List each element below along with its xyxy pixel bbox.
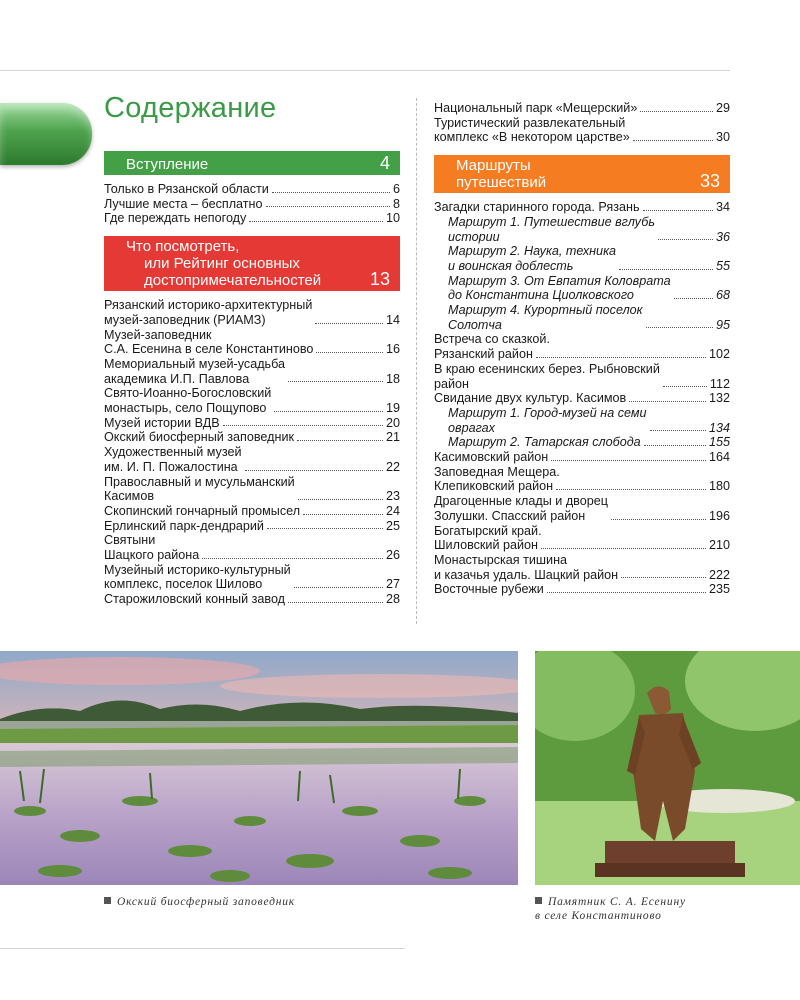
toc-page-number: 19 (385, 401, 400, 416)
leader-dots (315, 323, 383, 324)
toc-route-entry[interactable] (434, 274, 730, 303)
toc-entry-title: Музейный историко-культурный комплекс, поселок Шилово (104, 562, 291, 592)
toc-entry[interactable] (104, 197, 400, 212)
section-title: Маршруты путешествий (456, 157, 547, 192)
toc-page-number: 6 (392, 182, 400, 196)
toc-entry-title: Маршрут 1. Город-музей на семи оврагах (448, 405, 647, 435)
toc-entry-title: Маршрут 1. Путешествие вглубь истории (448, 214, 655, 244)
toc-entry[interactable] (434, 101, 730, 116)
leader-dots (556, 489, 706, 490)
toc-entry-title: Свято-Иоанно-Богословский монастырь, село Пощупово (104, 386, 272, 416)
toc-page-number: 55 (715, 258, 730, 273)
toc-page-number: 20 (385, 415, 400, 430)
section-heading-что-посмотреть[interactable] (104, 236, 400, 291)
toc-entry-title: Скопинский гончарный промысел (104, 503, 301, 518)
leader-dots (646, 327, 713, 328)
toc-route-entry[interactable] (434, 215, 730, 244)
toc-entry-title: В краю есенинских берез. Рыбновский район (434, 361, 660, 391)
leader-dots (663, 386, 707, 387)
toc-entry-title: Святыни Шацкого района (104, 533, 200, 563)
toc-page-number: 210 (708, 538, 730, 553)
toc-route-entry[interactable] (434, 435, 730, 450)
toc-page-number: 68 (715, 288, 730, 303)
leader-dots (202, 558, 383, 559)
caption-oka-reserve: Окский биосферный заповедник (104, 895, 295, 909)
toc-entry-title: Рязанский историко-архитектурный музей-заповедник (РИАМЗ) (104, 298, 313, 327)
toc-page-number: 14 (385, 312, 400, 327)
leader-dots (644, 445, 706, 446)
toc-page-number: 10 (385, 211, 400, 226)
toc-page-number: 29 (715, 101, 730, 115)
leader-dots (541, 548, 706, 549)
leader-dots (249, 221, 383, 222)
toc-page-number: 16 (385, 342, 400, 357)
bottom-rule (0, 948, 405, 949)
leader-dots (629, 401, 706, 402)
toc-entry[interactable] (104, 182, 400, 197)
toc-entry[interactable] (104, 328, 400, 357)
toc-entry-title: Заповедная Мещера. (434, 464, 560, 479)
chapter-tab-marker (0, 103, 92, 165)
leader-dots (633, 140, 713, 141)
toc-entry-title: Старожиловский конный завод (104, 592, 286, 607)
caption-bullet-icon (535, 897, 542, 904)
toc-entry[interactable] (104, 357, 400, 386)
toc-entry[interactable] (104, 504, 400, 519)
toc-page-number: 112 (709, 376, 730, 391)
toc-entry[interactable] (104, 211, 400, 226)
toc-entry[interactable] (434, 465, 730, 480)
toc-entry[interactable] (104, 563, 400, 592)
toc-page-number: 196 (708, 508, 730, 523)
toc-page-number: 180 (708, 479, 730, 494)
leader-dots (245, 470, 383, 471)
leader-dots (640, 111, 713, 112)
leader-dots (621, 577, 706, 578)
toc-entry-title: Клепиковский район (434, 479, 554, 494)
section-heading-маршруты[interactable] (434, 155, 730, 193)
toc-entry-title: Ерлинский парк-дендрарий (104, 518, 264, 533)
toc-route-entry[interactable] (434, 303, 730, 332)
toc-entry-title: Мемориальный музей-усадьба академика И.П. Павлова (104, 356, 286, 386)
toc-entry-title: Окский биосферный заповедник (104, 430, 295, 445)
toc-entry[interactable] (434, 553, 730, 582)
toc-page-number: 235 (708, 582, 730, 597)
toc-entry-title: Маршрут 4. Курортный поселок Солотча (448, 303, 643, 332)
toc-entry[interactable] (104, 592, 400, 607)
toc-entry[interactable] (104, 430, 400, 445)
leader-dots (650, 430, 706, 431)
top-rule (0, 70, 730, 71)
toc-page-number: 132 (708, 391, 730, 406)
photo-oka-reserve (0, 651, 518, 885)
toc-entry[interactable] (434, 347, 730, 362)
toc-entry-title: Свидание двух культур. Касимов (434, 391, 627, 406)
toc-entry[interactable] (104, 533, 400, 562)
toc-entry-title: Загадки старинного города. Рязань (434, 200, 640, 215)
leader-dots (274, 411, 383, 412)
toc-entry[interactable] (104, 416, 400, 431)
toc-entry[interactable] (104, 475, 400, 504)
toc-route-entry[interactable] (434, 406, 730, 435)
photo-yesenin-monument (535, 651, 800, 885)
toc-entry-title: Богатырский край. (434, 523, 542, 538)
toc-entry-title: Музей истории ВДВ (104, 415, 220, 430)
toc-entry-title: Художественный музей им. И. П. Пожалостина (104, 445, 242, 474)
toc-entry-title: Национальный парк «Мещерский» (434, 101, 638, 115)
toc-page-number: 102 (708, 347, 730, 362)
toc-entry-title: Встреча со сказкой. (434, 332, 550, 347)
toc-entry[interactable] (434, 479, 730, 494)
toc-entry[interactable] (104, 445, 400, 474)
toc-entry-title: Где переждать непогоду (104, 211, 247, 226)
toc-entry[interactable] (434, 524, 730, 539)
toc-page-number: 26 (385, 548, 400, 563)
column-divider (416, 98, 417, 624)
toc-page-number: 27 (385, 577, 400, 592)
leader-dots (611, 519, 706, 520)
toc-entry-title: Монастырская тишина и казачья удаль. Шацкий район (434, 552, 619, 582)
toc-route-entry[interactable] (434, 244, 730, 273)
toc-page-number: 18 (385, 371, 400, 386)
leader-dots (551, 460, 706, 461)
page-title: Содержание (104, 92, 277, 124)
toc-page-number: 8 (392, 196, 400, 211)
leader-dots (547, 592, 706, 593)
leader-dots (272, 192, 390, 193)
toc-entry[interactable] (434, 391, 730, 406)
toc-page-number: 22 (385, 459, 400, 474)
toc-page-number: 134 (708, 420, 730, 435)
leader-dots (288, 602, 383, 603)
section-page-number: 33 (699, 171, 720, 192)
leader-dots (536, 357, 706, 358)
toc-entry-title: Восточные рубежи (434, 582, 544, 597)
leader-dots (316, 352, 383, 353)
section-title: Что посмотреть, или Рейтинг основных достопримечательностей (126, 238, 322, 290)
toc-entry[interactable] (434, 494, 730, 523)
toc-entry-title: Лучшие места – бесплатно (104, 196, 263, 211)
toc-entry[interactable] (434, 200, 730, 215)
toc-page-number: 164 (708, 450, 730, 465)
leader-dots (658, 239, 713, 240)
leader-dots (298, 499, 383, 500)
caption-bullet-icon (104, 897, 111, 904)
toc-page-number: 36 (715, 229, 730, 244)
section-page-number: 4 (379, 153, 390, 173)
toc-page-number: 155 (708, 435, 730, 450)
toc-page-number: 34 (715, 200, 730, 215)
toc-entry[interactable] (434, 582, 730, 597)
toc-entry-title: Туристический развлекательный комплекс «В некотором царстве» (434, 115, 630, 145)
leader-dots (619, 269, 713, 270)
toc-entry-title: Музей-заповедник С.А. Есенина в селе Константиново (104, 327, 314, 357)
toc-page-number: 23 (385, 489, 400, 504)
toc-entry[interactable] (434, 538, 730, 553)
leader-dots (674, 298, 713, 299)
toc-entry-title: Маршрут 3. От Евпатия Коловрата до Константина Циолковского (448, 273, 671, 303)
toc-page-number: 25 (385, 518, 400, 533)
toc-entry-title: Драгоценные клады и дворец Золушки. Спасский район (434, 494, 608, 523)
toc-page-number: 24 (385, 503, 400, 518)
toc-entry-title: Рязанский район (434, 347, 533, 362)
toc-entry[interactable] (434, 116, 730, 145)
toc-left-column (104, 151, 400, 607)
toc-entry-title: Маршрут 2. Наука, техника и воинская доблесть (448, 244, 617, 273)
toc-entry[interactable] (434, 450, 730, 465)
leader-dots (223, 425, 383, 426)
toc-page-number: 30 (715, 130, 730, 145)
toc-entry[interactable] (104, 386, 400, 415)
toc-entry[interactable] (434, 362, 730, 391)
leader-dots (267, 528, 383, 529)
toc-entry-title: Шиловский район (434, 538, 538, 553)
leader-dots (288, 381, 383, 382)
leader-dots (643, 210, 713, 211)
leader-dots (297, 440, 383, 441)
toc-page-number: 28 (385, 592, 400, 607)
section-page-number: 13 (369, 269, 390, 290)
toc-page-number: 95 (715, 317, 730, 332)
toc-page-number: 222 (708, 567, 730, 582)
leader-dots (303, 514, 383, 515)
toc-entry[interactable] (434, 332, 730, 347)
toc-entry-title: Православный и мусульманский Касимов (104, 474, 295, 504)
section-heading-вступление[interactable] (104, 151, 400, 175)
toc-entry-title: Маршрут 2. Татарская слобода (448, 435, 641, 450)
toc-entry[interactable] (104, 519, 400, 534)
toc-page-number: 21 (385, 430, 400, 445)
caption-yesenin-monument: Памятник С. А. Есенину в селе Константиново (535, 896, 686, 922)
section-title: Вступление (126, 156, 209, 173)
toc-entry-title: Только в Рязанской области (104, 182, 269, 196)
leader-dots (266, 206, 390, 207)
toc-right-column (434, 101, 730, 597)
leader-dots (294, 587, 383, 588)
toc-entry[interactable] (104, 298, 400, 327)
toc-entry-title: Касимовский район (434, 450, 549, 465)
